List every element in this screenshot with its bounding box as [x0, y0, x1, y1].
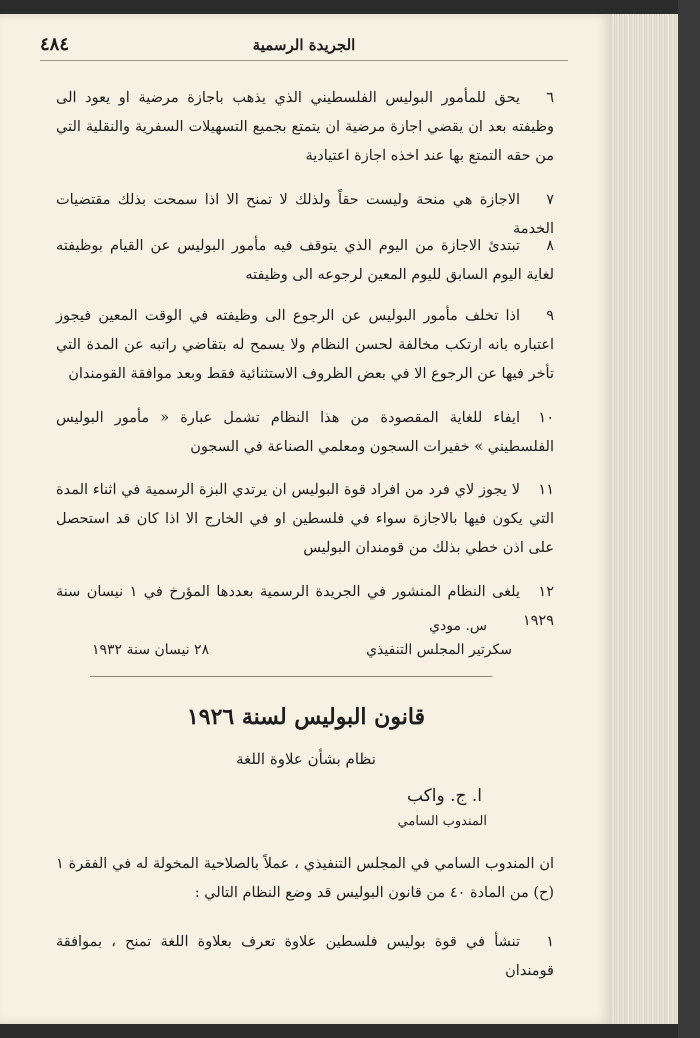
law-clause-1 — [56, 928, 554, 986]
paragraph-text: يحق للمأمور البوليس الفلسطيني الذي يذهب باجازة مرضية او يعود الى وظيفته بعد ان يقضي اجازة مرضية ان يتمتع بجميع التسهيلات السفرية والنقلية التي من حقه التمتع بها عند اخذه اجازة اعتيادية — [56, 90, 554, 164]
paragraph-6 — [56, 84, 554, 171]
gazette-page — [0, 14, 612, 1024]
paragraph-number: ١٢ — [538, 584, 554, 600]
paragraph-text: اذا تخلف مأمور البوليس عن الرجوع الى وظيفته في الوقت المعين فيجوز اعتباره بانه ارتكب مخالفة لحسن النظام ولا يسمح له بتقاضي راتبه عن المدة التي تأخر فيها عن الرجوع الا في بعض الظروف الاستثنائية فقط وبعد موافقة القومندان — [56, 308, 554, 382]
paragraph-number: ١١ — [538, 482, 554, 498]
paragraph-9 — [56, 302, 554, 389]
section-divider — [90, 676, 492, 677]
paragraph-number: ٨ — [546, 238, 554, 254]
book-cover-edge — [678, 0, 700, 1038]
page-number: ٤٨٤ — [40, 34, 70, 55]
page-header — [40, 32, 568, 61]
law-subtitle: نظام بشأن علاوة اللغة — [236, 750, 376, 768]
law-signer-role: المندوب السامي — [397, 814, 487, 829]
paragraph-number: ١٠ — [538, 410, 554, 426]
paragraph-number: ٧ — [546, 192, 554, 208]
paragraph-text: لا يجوز لاي فرد من افراد قوة البوليس ان يرتدي البزة الرسمية في اثناء المدة التي يكون فيها بالاجازة سواء في فلسطين او في الخارج الا اذا كان قد استحصل على اذن خطي بذلك من قومندان البوليس — [56, 482, 554, 556]
law-title: قانون البوليس لسنة ١٩٢٦ — [186, 704, 426, 730]
paragraph-number: ٦ — [546, 90, 554, 106]
paragraph-text: تبتدئ الاجازة من اليوم الذي يتوقف فيه مأمور البوليس عن القيام بوظيفته لغاية اليوم السابق لليوم المعين لرجوعه الى وظيفته — [56, 238, 554, 283]
header-title: الجريدة الرسمية — [252, 36, 356, 54]
paragraph-10 — [56, 404, 554, 462]
paragraph-number: ٩ — [546, 308, 554, 324]
paragraph-number: ١ — [546, 934, 554, 950]
law-preamble: ان المندوب السامي في المجلس التنفيذي ، عملاً بالصلاحية المخولة له في الفقرة ١ (ح) من المادة ٤٠ من قانون البوليس قد وضع النظام التالي : — [56, 856, 554, 901]
paragraph-text: تنشأ في قوة بوليس فلسطين علاوة تعرف بعلاوة اللغة تمنح ، بموافقة قومندان — [56, 934, 554, 979]
paragraph-text: ايفاء للغاية المقصودة من هذا النظام تشمل عبارة « مأمور البوليس الفلسطيني » خفيرات السجون ومعلمي الصناعة في السجون — [56, 410, 554, 455]
paragraph-text: الاجازة هي منحة وليست حقاً ولذلك لا تمنح الا اذا سمحت بذلك مقتضيات الخدمة — [56, 192, 554, 237]
signature-role: سكرتير المجلس التنفيذي — [366, 642, 512, 658]
signature-name: س. مودي — [429, 618, 487, 634]
paragraph-text: يلغى النظام المنشور في الجريدة الرسمية بعددها المؤرخ في ١ نيسان سنة ١٩٢٩ — [56, 584, 554, 629]
paragraph-11 — [56, 476, 554, 563]
law-signer-name: ا. ج. واكب — [406, 786, 482, 806]
signature-date: ٢٨ نيسان سنة ١٩٣٢ — [92, 642, 210, 658]
paragraph-8 — [56, 232, 554, 290]
